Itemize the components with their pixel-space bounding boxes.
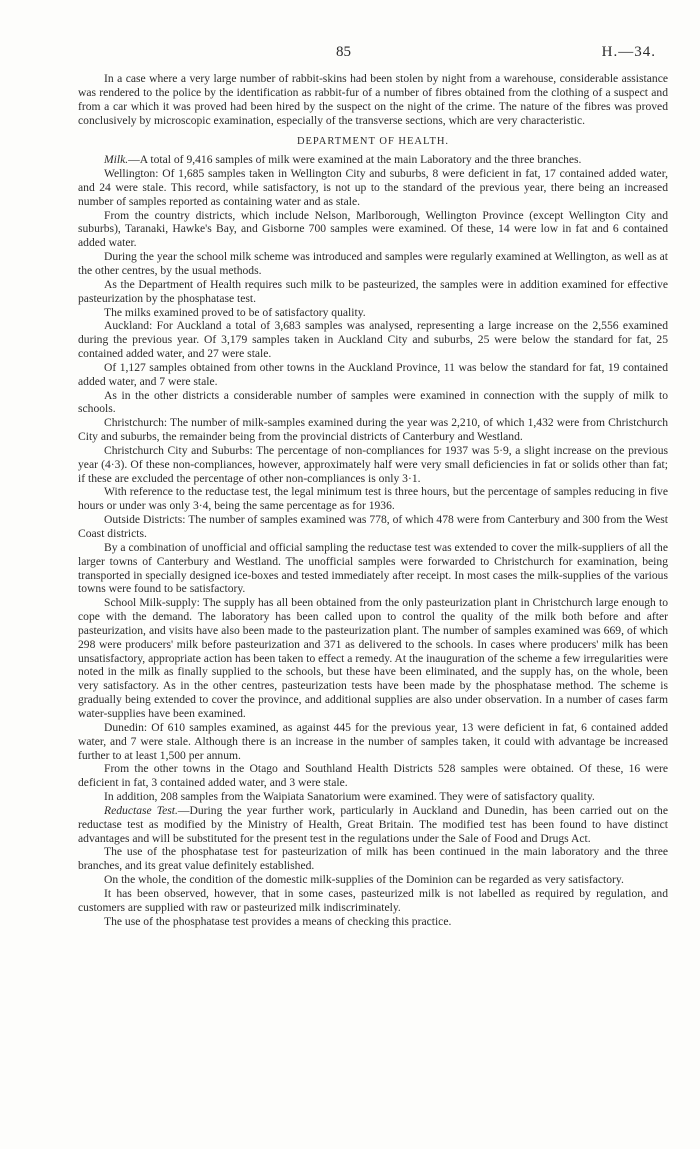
paragraph: In a case where a very large number of rabbit-skins had been stolen by night from a warehouse, considerable assistance was rendered to the police by the identification as rabbit-fur of a number of fibres obtained from the clothing of a suspect and from a car which it was proved had been hired by the suspect on the night of the crime. The nature of the fibres was proved conclusively by microscopic examination, especially of the transverse sections, which are very characteristic. bbox=[78, 72, 668, 127]
paragraph: The use of the phosphatase test for pasteurization of milk has been continued in the main laboratory and the three branches, and its great value definitely established. bbox=[78, 845, 668, 873]
paragraph-text: —During the year further work, particularly in Auckland and Dunedin, has been carried out on the reductase test as modified by the Ministry of Health, Great Britain. The modified test has been found to have distinct advantages and will be substituted for the present test in the regulations under the Sale of Food and Drugs Act. bbox=[78, 803, 668, 845]
paragraph-text: —A total of 9,416 samples of milk were examined at the main Laboratory and the three branches. bbox=[128, 153, 582, 167]
paragraph: Auckland: For Auckland a total of 3,683 samples was analysed, representing a large increase on the 2,556 examined during the previous year. Of 3,179 samples taken in Auckland City and suburbs, 25 were below the standard for fat, 25 contained added water, and 27 were stale. bbox=[78, 319, 668, 361]
paragraph: As in the other districts a considerable number of samples were examined in connection with the supply of milk to schools. bbox=[78, 388, 668, 416]
paragraph: Wellington: Of 1,685 samples taken in Wellington City and suburbs, 8 were deficient in fat, 17 contained added water, and 24 were stale. This record, while satisfactory, is not up to the standard of the previous year, there being an increased number of samples reported as containing water and as stale. bbox=[78, 167, 668, 208]
paragraph: On the whole, the condition of the domestic milk-supplies of the Dominion can be regarded as very satisfactory. bbox=[104, 873, 624, 887]
document-body bbox=[78, 72, 668, 928]
paragraph bbox=[78, 153, 668, 167]
document-reference: H.—34. bbox=[601, 44, 656, 60]
page-number: 85 bbox=[336, 44, 351, 60]
paragraph: Christchurch: The number of milk-samples examined during the year was 2,210, of which 1,432 were from Christchurch City and suburbs, the remainder being from the provincial districts of Canterbury and Westland. bbox=[78, 416, 668, 444]
paragraph: The milks examined proved to be of satisfactory quality. bbox=[104, 305, 366, 319]
paragraph: Dunedin: Of 610 samples examined, as against 445 for the previous year, 13 were deficient in fat, 6 contained added water, and 7 were stale. Although there is an increase in the number of samples taken, it could with advantage be increased further to at least 1,500 per annum. bbox=[78, 720, 668, 762]
paragraph: By a combination of unofficial and official sampling the reductase test was extended to cover the milk-suppliers of all the larger towns of Canterbury and Westland. The unofficial samples were forwarded to Christchurch for examination, being transported in specially designed ice-boxes and tested immediately after receipt. In most cases the milk-supplies of the various towns were found to be satisfactory. bbox=[78, 540, 668, 596]
paragraph: Christchurch City and Suburbs: The percentage of non-compliances for 1937 was 5·9, a slight increase on the previous year (4·3). Of these non-compliances, however, approximately half were very small deficiencies in fat or solids other than fat; if these are excluded the percentage of other non-compliances is only 3·1. bbox=[78, 443, 668, 485]
paragraph: In addition, 208 samples from the Waipiata Sanatorium were examined. They were of satisfactory quality. bbox=[104, 790, 595, 804]
paragraph: The use of the phosphatase test provides a means of checking this practice. bbox=[104, 914, 452, 928]
paragraph: As the Department of Health requires such milk to be pasteurized, the samples were in addition examined for effective pasteurization by the phosphatase test. bbox=[78, 277, 668, 305]
paragraph-lead: Reductase Test. bbox=[104, 803, 178, 817]
paragraph-lead: Milk. bbox=[104, 153, 129, 167]
paragraph: During the year the school milk scheme was introduced and samples were regularly examined at Wellington, as well as at the other centres, by the usual methods. bbox=[78, 250, 668, 277]
paragraph: With reference to the reductase test, the legal minimum test is three hours, but the percentage of samples reducing in five hours or under was only 3·4, being the same percentage as for 1936. bbox=[78, 485, 668, 513]
paragraph: From the other towns in the Otago and Southland Health Districts 528 samples were obtained. Of these, 16 were deficient in fat, 3 contained added water, and 3 were stale. bbox=[78, 762, 668, 790]
section-heading: DEPARTMENT OF HEALTH. bbox=[296, 136, 450, 148]
page-header bbox=[0, 44, 700, 60]
paragraph: From the country districts, which include Nelson, Marlborough, Wellington Province (except Wellington City and suburbs), Taranaki, Hawke's Bay, and Gisborne 700 samples were examined. Of these, 14 were low in fat and 6 contained added water. bbox=[78, 208, 668, 250]
paragraph bbox=[78, 804, 668, 846]
paragraph: School Milk-supply: The supply has all been obtained from the only pasteurization plant in Christchurch large enough to cope with the demand. The laboratory has been called upon to control the quality of the milk both before and after pasteurization, and visits have also been made to the pasteurization plant. The number of samples examined was 669, of which 298 were producers' milk before pasteurization and 371 as delivered to the schools. In cases where producers' milk has been unsatisfactory, appropriate action has been taken to effect a remedy. At the inauguration of the scheme a few irregularities were noted in the milk as finally supplied to the schools, but these have been eliminated, and the supply has, on the whole, been very satisfactory. As in the other centres, pasteurization tests have been made by the phosphatase method. The scheme is gradually being extended to cover the province, and additional supplies are also under observation. In a number of cases farm water-supplies have been examined. bbox=[78, 596, 668, 720]
paragraph: It has been observed, however, that in some cases, pasteurized milk is not labelled as required by regulation, and customers are supplied with raw or pasteurized milk indiscriminately. bbox=[78, 886, 668, 914]
paragraph: Of 1,127 samples obtained from other towns in the Auckland Province, 11 was below the standard for fat, 19 contained added water, and 7 were stale. bbox=[78, 360, 668, 388]
paragraph: Outside Districts: The number of samples examined was 778, of which 478 were from Canterbury and 300 from the West Coast districts. bbox=[78, 513, 668, 540]
